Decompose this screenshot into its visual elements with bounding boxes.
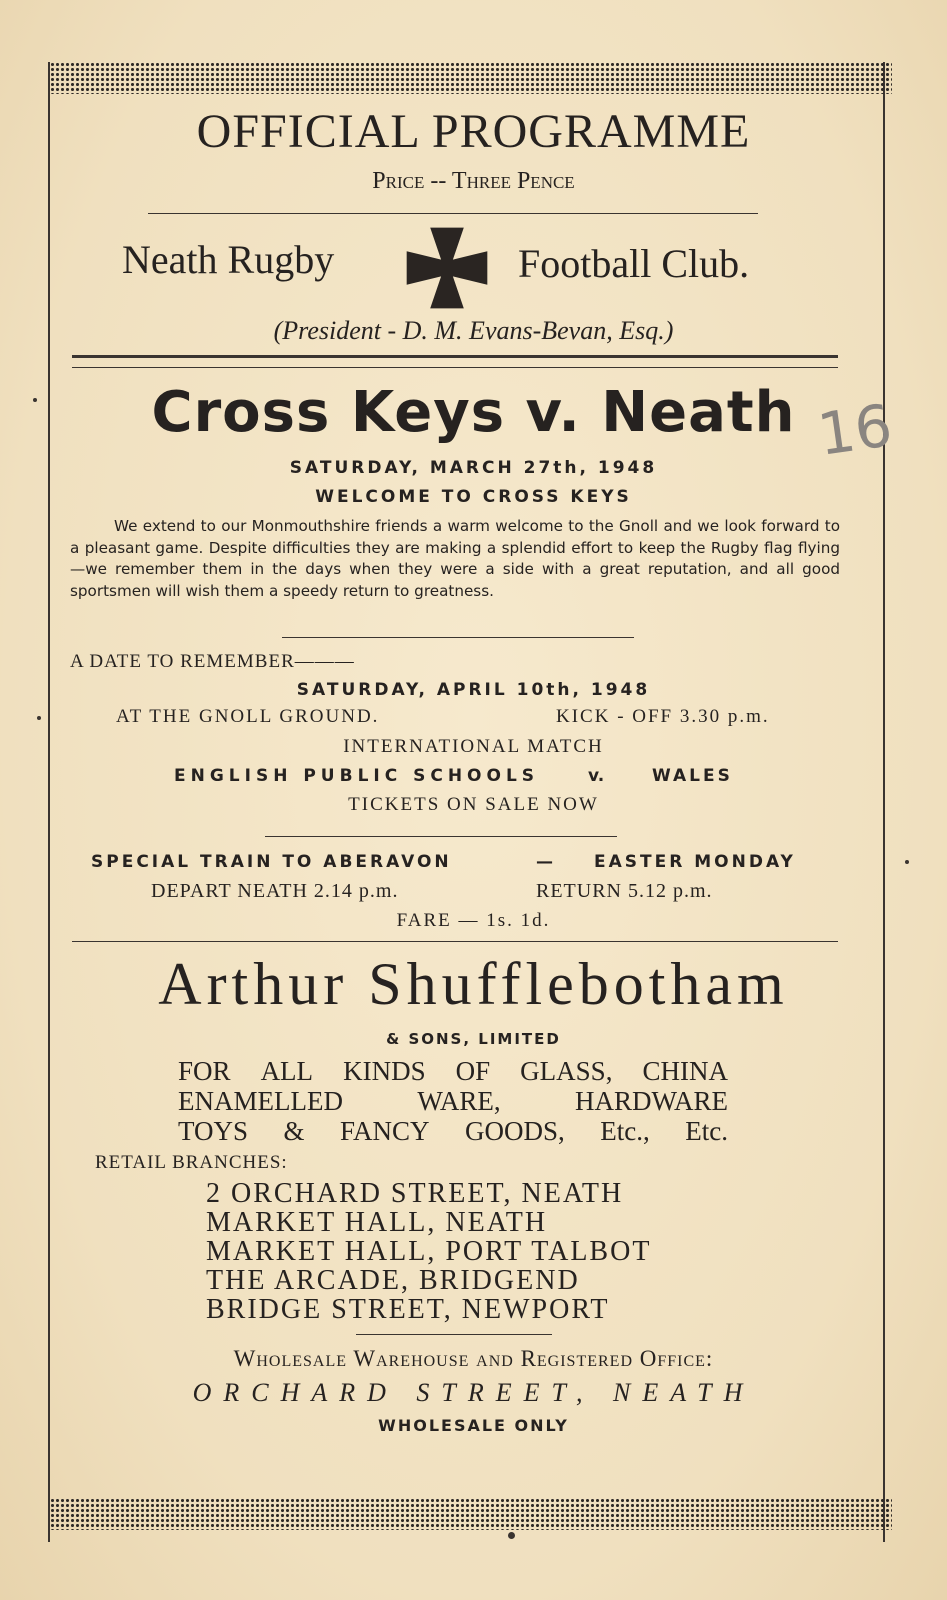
venue-kickoff-row <box>0 706 947 734</box>
wholesale-address: ORCHARD STREET, NEATH <box>192 1378 755 1407</box>
goods-word: ALL <box>260 1056 314 1086</box>
venue: AT THE GNOLL GROUND. <box>116 706 380 727</box>
club-name-left: Neath Rugby <box>122 237 335 282</box>
wholesale-only: WHOLESALE ONLY <box>378 1416 569 1435</box>
club-name-right: Football Club. <box>518 241 750 286</box>
handwritten-note: 16 <box>813 391 897 469</box>
train-fare: FARE — 1s. 1d. <box>396 910 551 931</box>
goods-word: OF <box>455 1056 491 1086</box>
train-dash: — <box>536 852 553 872</box>
train-heading: SPECIAL TRAIN TO ABERAVON <box>91 852 452 872</box>
goods-word: CHINA <box>642 1056 728 1086</box>
goods-word: KINDS <box>343 1056 426 1086</box>
maltese-cross-icon <box>405 226 489 310</box>
match-date: SATURDAY, MARCH 27th, 1948 <box>289 458 658 478</box>
branch-address: 2 ORCHARD STREET, NEATH <box>206 1178 624 1209</box>
advertiser-name: Arthur Shufflebotham <box>158 951 789 1017</box>
goods-word: ENAMELLED <box>178 1086 343 1116</box>
fixture-home: ENGLISH PUBLIC SCHOOLS <box>174 766 540 786</box>
paper-speck <box>905 860 909 864</box>
branch-address: MARKET HALL, PORT TALBOT <box>206 1236 652 1267</box>
club-name-row <box>0 236 947 316</box>
goods-word: WARE, <box>417 1086 501 1116</box>
bottom-dotted-border <box>50 1498 892 1530</box>
goods-word: FOR <box>178 1056 231 1086</box>
train-times-row <box>0 880 947 908</box>
international-date: SATURDAY, APRIL 10th, 1948 <box>296 680 651 700</box>
section-divider <box>282 637 634 638</box>
goods-word: GLASS, <box>520 1056 613 1086</box>
branch-address: BRIDGE STREET, NEWPORT <box>206 1294 610 1325</box>
goods-word: TOYS <box>178 1116 249 1146</box>
retail-branches-label: RETAIL BRANCHES: <box>95 1152 288 1173</box>
tickets-notice: TICKETS ON SALE NOW <box>348 794 599 815</box>
branch-address: THE ARCADE, BRIDGEND <box>206 1265 580 1296</box>
header-double-rule-1 <box>72 355 838 358</box>
goods-line <box>178 1086 728 1117</box>
paper-speck <box>508 1532 515 1539</box>
fixture-row <box>0 766 947 792</box>
paper-speck <box>37 716 41 720</box>
match-type: INTERNATIONAL MATCH <box>343 736 604 757</box>
welcome-heading: WELCOME TO CROSS KEYS <box>315 487 632 507</box>
goods-word: FANCY <box>340 1116 430 1146</box>
header-divider <box>148 213 758 214</box>
fixture-away: WALES <box>652 766 733 786</box>
wholesale-divider <box>356 1334 552 1335</box>
train-depart: DEPART NEATH 2.14 p.m. <box>151 880 399 902</box>
wholesale-office-heading: Wholesale Warehouse and Registered Office: <box>233 1346 714 1371</box>
goods-word: Etc. <box>685 1116 728 1146</box>
match-title: Cross Keys v. Neath <box>151 380 796 445</box>
section-divider-2 <box>265 836 617 837</box>
advertiser-subtitle: & SONS, LIMITED <box>386 1030 561 1048</box>
goods-word: GOODS, <box>465 1116 565 1146</box>
programme-title: OFFICIAL PROGRAMME <box>196 105 751 158</box>
date-to-remember-heading: A DATE TO REMEMBER——— <box>70 651 355 672</box>
goods-word: & <box>283 1116 305 1146</box>
paper-speck <box>33 398 37 402</box>
club-president: (President - D. M. Evans-Bevan, Esq.) <box>273 316 674 345</box>
train-date: EASTER MONDAY <box>594 852 796 872</box>
welcome-paragraph: We extend to our Monmouthshire friends a warm welcome to the Gnoll and we look forward to a pleasant game. Despite difficulties they are making a splendid effort to keep the Rugby flag flying—we remember them in the days when they were a side with a great reputation, and all good sportsmen will wish them a speedy return to greatness. <box>70 517 840 600</box>
train-heading-row <box>0 852 947 878</box>
goods-line <box>178 1116 728 1147</box>
branch-address: MARKET HALL, NEATH <box>206 1207 548 1238</box>
fixture-vs: v. <box>588 766 605 786</box>
goods-word: Etc., <box>600 1116 650 1146</box>
train-return: RETURN 5.12 p.m. <box>536 880 713 902</box>
goods-line <box>178 1056 728 1087</box>
top-dotted-border <box>50 62 892 94</box>
price-line: Price -- Three Pence <box>372 168 575 194</box>
header-double-rule-2 <box>72 367 838 368</box>
kickoff-time: KICK - OFF 3.30 p.m. <box>556 706 770 727</box>
advert-divider <box>72 941 838 942</box>
goods-word: HARDWARE <box>575 1086 728 1116</box>
